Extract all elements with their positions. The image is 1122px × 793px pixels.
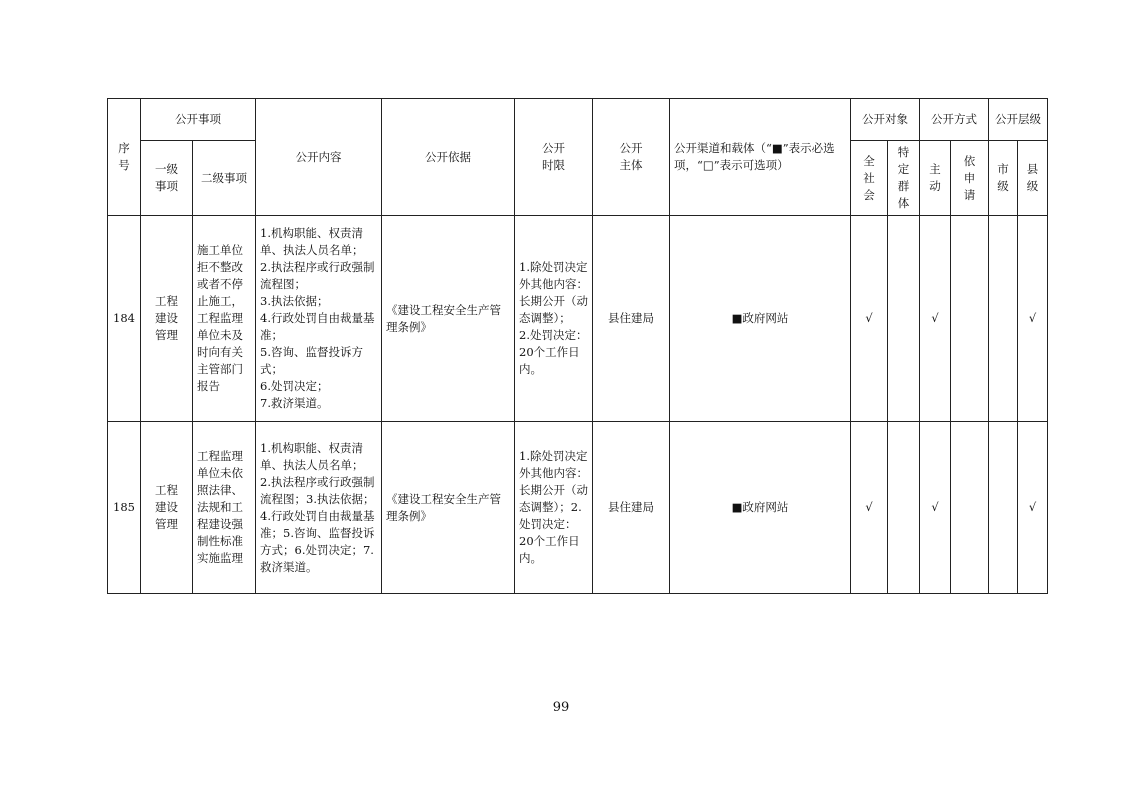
row-level2: 工程监理单位未依照法律、法规和工程建设强制性标准实施监理: [193, 422, 256, 594]
row-level2: 施工单位拒不整改或者不停止施工，工程监理单位未及时向有关主管部门报告: [193, 216, 256, 422]
row-mode-active-check: √: [920, 422, 951, 594]
row-subject: 县住建局: [593, 216, 670, 422]
row-target-specific-check: [888, 422, 920, 594]
header-level2: 二级事项: [193, 141, 256, 216]
page-number: 99: [552, 700, 570, 715]
header-level-city: 市级: [989, 141, 1018, 216]
header-target-all: 全社会: [851, 141, 888, 216]
row-target-all-check: √: [851, 216, 888, 422]
header-items-group: 公开事项: [141, 99, 256, 141]
header-basis: 公开依据: [382, 99, 515, 216]
row-level-city-check: [989, 422, 1018, 594]
row-channel: ■政府网站: [670, 422, 851, 594]
row-seq: 184: [108, 216, 141, 422]
header-subject: 公开主体: [593, 99, 670, 216]
header-mode-request: 依申请: [951, 141, 989, 216]
row-content: 1.机构职能、权责清单、执法人员名单； 2.执法程序或行政强制流程图；3.执法依据；4.行政处罚自由裁量基准；5.咨询、监督投诉方式；6.处罚决定；7.救济渠道。: [256, 422, 382, 594]
header-row-1: [108, 99, 1048, 141]
disclosure-table: [107, 98, 1048, 594]
row-mode-request-check: [951, 216, 989, 422]
header-content: 公开内容: [256, 99, 382, 216]
row-target-all-check: √: [851, 422, 888, 594]
row-basis: 《建设工程安全生产管理条例》: [382, 422, 515, 594]
row-content: 1.机构职能、权责清单、执法人员名单； 2.执法程序或行政强制流程图； 3.执法依据； 4.行政处罚自由裁量基准； 5.咨询、监督投诉方式； 6.处罚决定； 7.救济渠道。: [256, 216, 382, 422]
row-level1: 工程建设管理: [141, 422, 193, 594]
row-target-specific-check: [888, 216, 920, 422]
table-row: [108, 216, 1048, 422]
row-level-city-check: [989, 216, 1018, 422]
row-seq: 185: [108, 422, 141, 594]
header-channel: 公开渠道和载体（“■”表示必选项，“□”表示可选项）: [670, 99, 851, 216]
row-mode-active-check: √: [920, 216, 951, 422]
header-seq: 序号: [108, 99, 141, 216]
header-time-limit: 公开时限: [515, 99, 593, 216]
header-target-specific: 特定群体: [888, 141, 920, 216]
header-mode-active: 主动: [920, 141, 951, 216]
header-level-county: 县级: [1018, 141, 1048, 216]
row-basis: 《建设工程安全生产管理条例》: [382, 216, 515, 422]
header-target-group: 公开对象: [851, 99, 920, 141]
row-level-county-check: √: [1018, 216, 1048, 422]
table-row: [108, 422, 1048, 594]
header-level1: 一级事项: [141, 141, 193, 216]
row-channel: ■政府网站: [670, 216, 851, 422]
row-time-limit: 1.除处罚决定外其他内容：长期公开（动态调整）； 2.处罚决定：20个工作日内。: [515, 216, 593, 422]
row-time-limit: 1.除处罚决定外其他内容：长期公开（动态调整）；2.处罚决定：20个工作日内。: [515, 422, 593, 594]
header-level-group: 公开层级: [989, 99, 1048, 141]
header-mode-group: 公开方式: [920, 99, 989, 141]
row-subject: 县住建局: [593, 422, 670, 594]
row-mode-request-check: [951, 422, 989, 594]
row-level1: 工程建设管理: [141, 216, 193, 422]
row-level-county-check: √: [1018, 422, 1048, 594]
